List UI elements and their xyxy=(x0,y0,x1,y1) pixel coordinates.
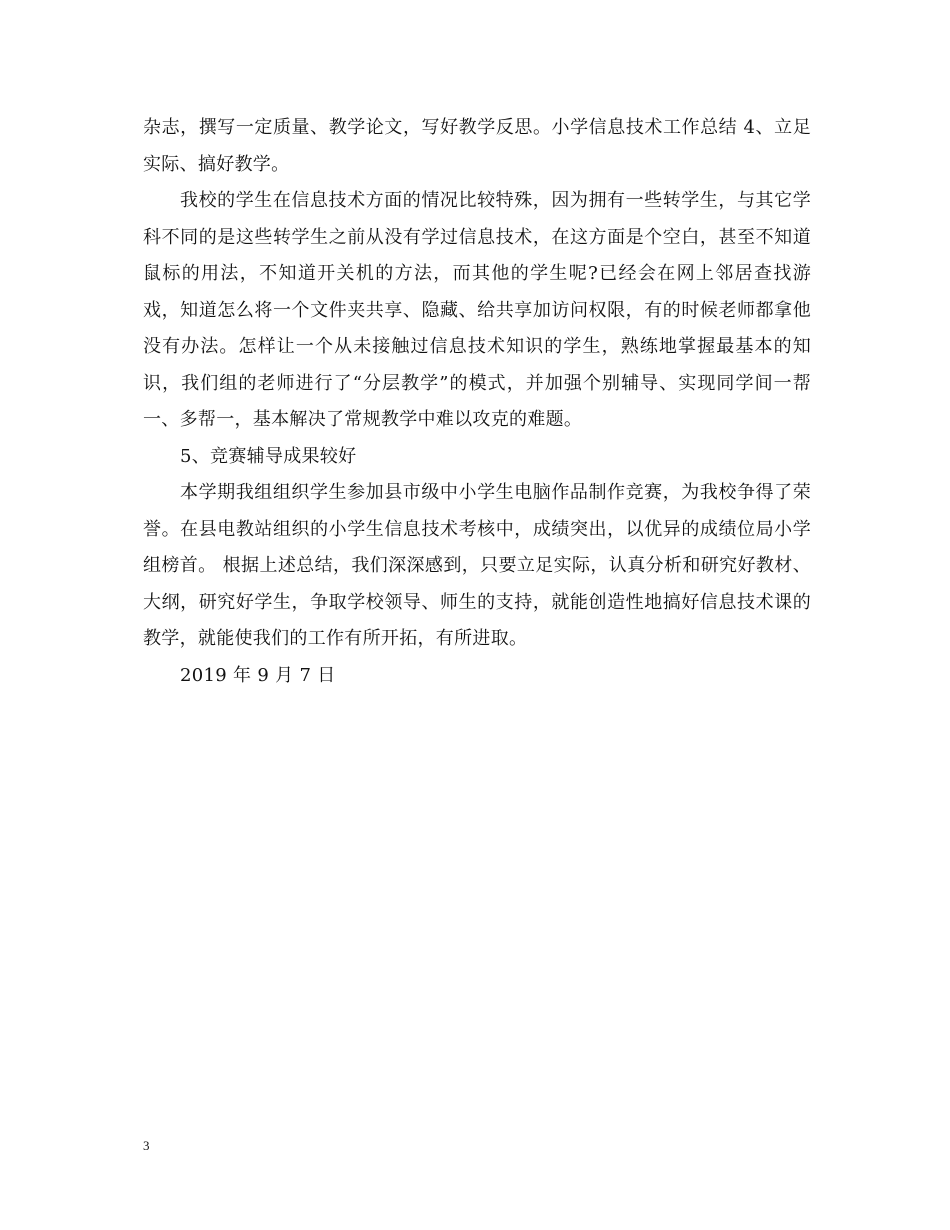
page-number: 3 xyxy=(143,1138,150,1153)
paragraph-students-situation: 我校的学生在信息技术方面的情况比较特殊，因为拥有一些转学生，与其它学科不同的是这些转学生之前从没有学过信息技术，在这方面是个空白，甚至不知道鼠标的用法，不知道开关机的方法，而其他的学生呢?已经会在网上邻居查找游戏，知道怎么将一个文件夹共享、隐藏、给共享加访问权限，有的时候老师都拿他没有办法。怎样让一个从未接触过信息技术知识的学生，熟练地掌握最基本的知识，我们组的老师进行了“分层教学”的模式，并加强个别辅导、实现同学间一帮一、多帮一，基本解决了常规教学中难以攻克的难题。 xyxy=(143,190,811,430)
paragraph-continuation: 杂志，撰写一定质量、教学论文，写好教学反思。小学信息技术工作总结 4、立足实际、搞好教学。 xyxy=(143,117,811,175)
section-heading-competition: 5、竞赛辅导成果较好 xyxy=(180,445,357,467)
paragraph-competition-results: 本学期我组组织学生参加县市级中小学生电脑作品制作竞赛，为我校争得了荣誉。在县电教站组织的小学生信息技术考核中，成绩突出，以优异的成绩位局小学组榜首。 根据上述总结，我们深深感到，只要立足实际，认真分析和研究好教材、大纲，研究好学生，争取学校领导、师生的支持，就能创造性地搞好信息技术课的教学，就能使我们的工作有所开拓，有所进取。 xyxy=(143,482,811,649)
document-date: 2019 年 9 月 7 日 xyxy=(180,664,336,686)
document-body xyxy=(143,110,811,694)
